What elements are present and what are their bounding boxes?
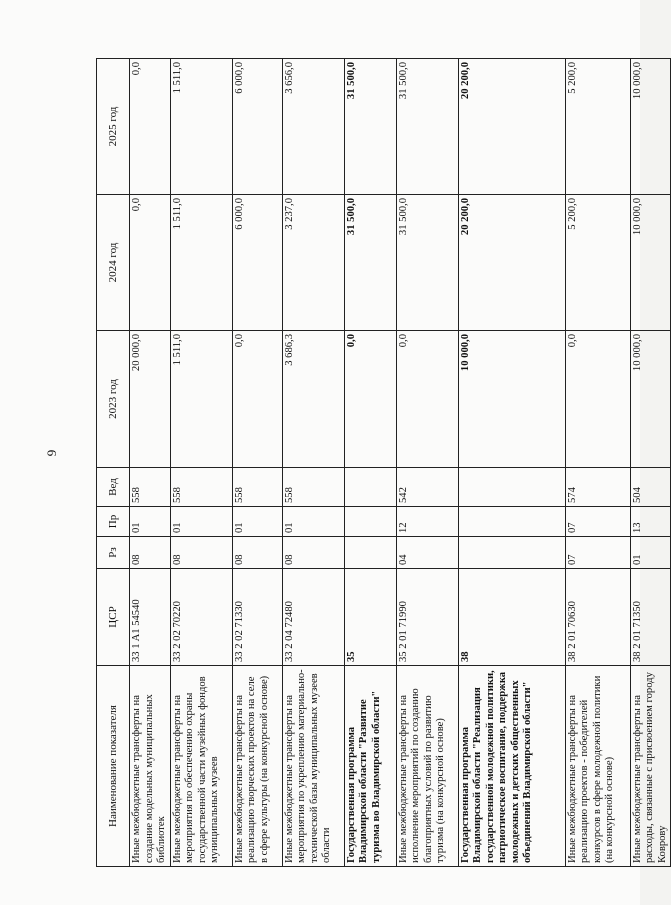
cell-2024: 6 000,0 [232, 195, 282, 331]
cell-2025: 0,0 [130, 59, 171, 195]
cell-name: Иные межбюджетные трансферты на мероприятия по укреплению материально-технической базы муниципальных музеев области [282, 666, 344, 867]
cell-csr: 35 [344, 569, 396, 666]
cell-2025: 1 511,0 [170, 59, 232, 195]
cell-rz [458, 537, 565, 569]
cell-name: Иные межбюджетные трансферты на расходы, связанные с присвоением городу Коврову [630, 666, 671, 867]
cell-2024: 3 237,0 [282, 195, 344, 331]
cell-ved: 558 [282, 468, 344, 507]
cell-pr: 01 [282, 507, 344, 537]
cell-ved: 542 [396, 468, 458, 507]
cell-2023: 0,0 [344, 331, 396, 468]
cell-name: Иные межбюджетные трансферты на создание модельных муниципальных библиотек [130, 666, 171, 867]
cell-ved: 558 [170, 468, 232, 507]
cell-pr: 01 [170, 507, 232, 537]
cell-2023: 10 000,0 [630, 331, 671, 468]
cell-2023: 10 000,0 [458, 331, 565, 468]
table-header-row [97, 59, 130, 867]
cell-2024: 31 500,0 [396, 195, 458, 331]
cell-csr: 38 2 01 70630 [565, 569, 630, 666]
cell-rz [344, 537, 396, 569]
rotated-table-sheet [96, 59, 668, 867]
table-row [282, 59, 344, 867]
cell-2023: 20 000,0 [130, 331, 171, 468]
cell-ved [458, 468, 565, 507]
table-row [232, 59, 282, 867]
cell-ved [344, 468, 396, 507]
header-name: Наименование показателя [97, 666, 130, 867]
cell-rz: 01 [630, 537, 671, 569]
cell-name: Иные межбюджетные трансферты на мероприятия по обеспечению охраны государственной части музейных фондов муниципальных музеев [170, 666, 232, 867]
cell-name: Иные межбюджетные трансферты на реализацию творческих проектов на селе в сфере культуры (на конкурсной основе) [232, 666, 282, 867]
table-row [130, 59, 171, 867]
header-pr: Пр [97, 507, 130, 537]
cell-2024: 10 000,0 [630, 195, 671, 331]
cell-csr: 38 2 01 71350 [630, 569, 671, 666]
cell-rz: 07 [565, 537, 630, 569]
cell-csr: 33 2 02 71330 [232, 569, 282, 666]
cell-ved: 504 [630, 468, 671, 507]
cell-rz: 04 [396, 537, 458, 569]
cell-2025: 10 000,0 [630, 59, 671, 195]
table-row [630, 59, 671, 867]
cell-ved: 574 [565, 468, 630, 507]
cell-2023: 0,0 [565, 331, 630, 468]
header-2025: 2025 год [97, 59, 130, 195]
table-body [130, 59, 671, 867]
cell-csr: 33 2 04 72480 [282, 569, 344, 666]
cell-rz: 08 [282, 537, 344, 569]
cell-2025: 20 200,0 [458, 59, 565, 195]
cell-csr: 38 [458, 569, 565, 666]
header-csr: ЦСР [97, 569, 130, 666]
header-ved: Вед [97, 468, 130, 507]
cell-ved: 558 [130, 468, 171, 507]
cell-2025: 31 500,0 [344, 59, 396, 195]
cell-csr: 33 2 02 70220 [170, 569, 232, 666]
cell-name: Иные межбюджетные трансферты на исполнение мероприятий по созданию благоприятных условий по развитию туризма (на конкурсной основе) [396, 666, 458, 867]
cell-2024: 0,0 [130, 195, 171, 331]
cell-2025: 3 656,0 [282, 59, 344, 195]
cell-csr: 35 2 01 71990 [396, 569, 458, 666]
header-2023: 2023 год [97, 331, 130, 468]
cell-name: Иные межбюджетные трансферты на реализацию проектов - победителей конкурсов в сфере молодежной политики (на конкурсной основе) [565, 666, 630, 867]
cell-pr [344, 507, 396, 537]
cell-name: Государственная программа Владимирской области "Развитие туризма во Владимирской области" [344, 666, 396, 867]
cell-name: Государственная программа Владимирской области "Реализация государственной молодежной политики, патриотическое воспитание, поддержка молодежных и детских общественных объединений Владимирской области" [458, 666, 565, 867]
cell-pr [458, 507, 565, 537]
cell-rz: 08 [170, 537, 232, 569]
table-row [565, 59, 630, 867]
cell-2023: 3 686,3 [282, 331, 344, 468]
page-number: 9 [44, 449, 59, 457]
table-row [458, 59, 565, 867]
table-row [170, 59, 232, 867]
cell-csr: 33 1 A1 54540 [130, 569, 171, 666]
cell-rz: 08 [232, 537, 282, 569]
cell-pr: 13 [630, 507, 671, 537]
cell-2024: 31 500,0 [344, 195, 396, 331]
cell-2025: 6 000,0 [232, 59, 282, 195]
cell-2024: 1 511,0 [170, 195, 232, 331]
cell-pr: 07 [565, 507, 630, 537]
cell-pr: 01 [130, 507, 171, 537]
cell-ved: 558 [232, 468, 282, 507]
header-rz: Рз [97, 537, 130, 569]
header-2024: 2024 год [97, 195, 130, 331]
budget-table [96, 58, 671, 867]
cell-2024: 5 200,0 [565, 195, 630, 331]
cell-rz: 08 [130, 537, 171, 569]
cell-pr: 01 [232, 507, 282, 537]
table-row [396, 59, 458, 867]
cell-2023: 0,0 [396, 331, 458, 468]
cell-pr: 12 [396, 507, 458, 537]
cell-2025: 31 500,0 [396, 59, 458, 195]
table-row [344, 59, 396, 867]
cell-2023: 1 511,0 [170, 331, 232, 468]
cell-2024: 20 200,0 [458, 195, 565, 331]
cell-2023: 0,0 [232, 331, 282, 468]
cell-2025: 5 200,0 [565, 59, 630, 195]
